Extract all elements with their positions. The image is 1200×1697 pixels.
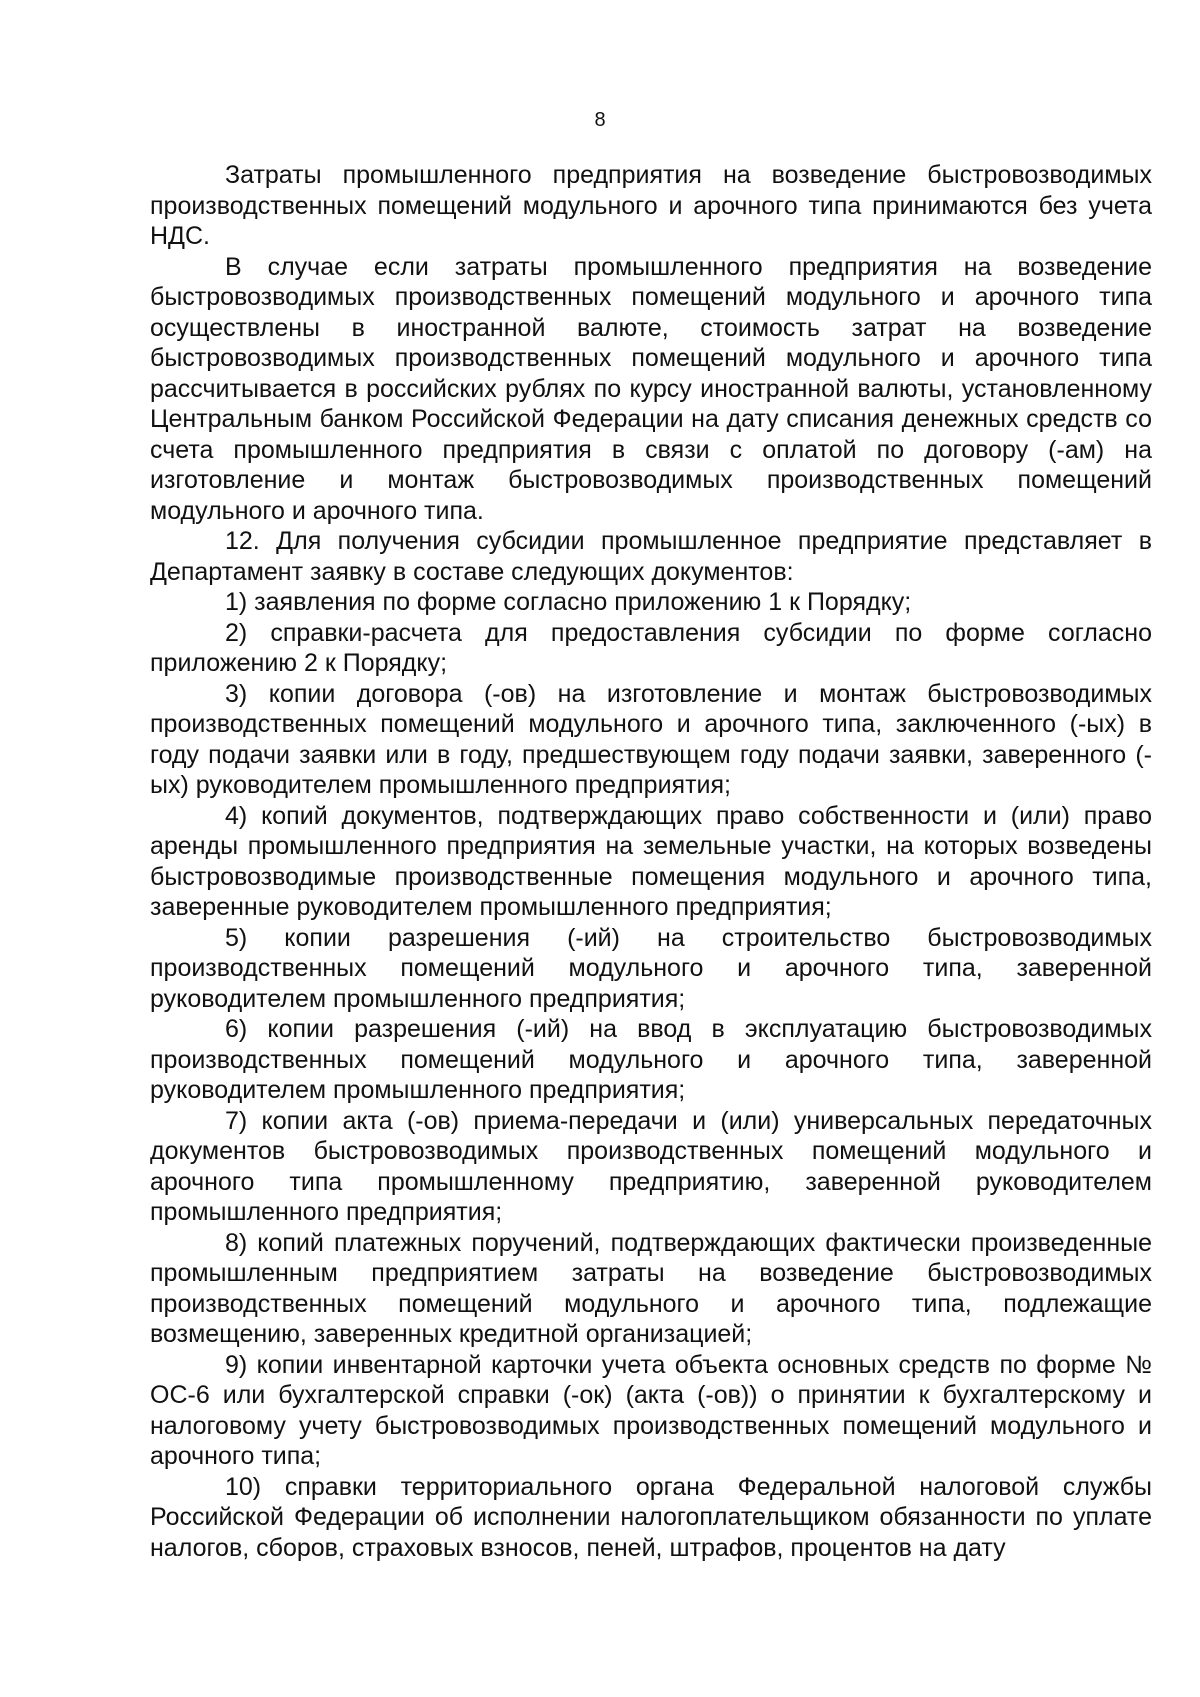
list-item-9: 9) копии инвентарной карточки учета объекта основных средств по форме № ОС-6 или бухгалтерской справки (-ок) (акта (-ов)) о принятии к бухгалтерскому и налоговому учету быстровозводимых производственных помещений модульного и арочного типа; [150, 1350, 1152, 1470]
list-item-7: 7) копии акта (-ов) приема-передачи и (или) универсальных передаточных документов быстровозводимых производственных помещений модульного и арочного типа промышленному предприятию, заверенной руководителем промышленного предприятия; [150, 1106, 1152, 1226]
list-item-1: 1) заявления по форме согласно приложению 1 к Порядку; [225, 588, 912, 616]
paragraph-item-12: 12. Для получения субсидии промышленное предприятие представляет в Департамент заявку в составе следующих документов: [150, 527, 1152, 586]
paragraph-foreign-currency: В случае если затраты промышленного предприятия на возведение быстровозводимых производственных помещений модульного и арочного типа осуществлены в иностранной валюте, стоимость затрат на возведение быстровозводимых производственных помещений модульного и арочного типа рассчитывается в российских рублях по курсу иностранной валюты, установленному Центральным банком Российской Федерации на дату списания денежных средств со счета промышленного предприятия в связи с оплатой по договору (-ам) на изготовление и монтаж быстровозводимых производственных помещений модульного и арочного типа. [150, 252, 1152, 525]
list-item-5: 5) копии разрешения (-ий) на строительство быстровозводимых производственных помещений модульного и арочного типа, заверенной руководителем промышленного предприятия; [150, 923, 1152, 1013]
document-body [150, 160, 1152, 1563]
page-number: 8 [594, 109, 606, 131]
paragraph-vat-exclusion: Затраты промышленного предприятия на возведение быстровозводимых производственных помещений модульного и арочного типа принимаются без учета НДС. [150, 161, 1152, 250]
list-item-8: 8) копий платежных поручений, подтверждающих фактически произведенные промышленным предприятием затраты на возведение быстровозводимых производственных помещений модульного и арочного типа, подлежащие возмещению, заверенных кредитной организацией; [150, 1228, 1152, 1348]
list-item-2: 2) справки-расчета для предоставления субсидии по форме согласно приложению 2 к Порядку; [150, 618, 1152, 677]
list-item-10: 10) справки территориального органа Федеральной налоговой службы Российской Федерации об исполнении налогоплательщиком обязанности по уплате налогов, сборов, страховых взносов, пеней, штрафов, процентов на дату [150, 1472, 1152, 1562]
list-item-6: 6) копии разрешения (-ий) на ввод в эксплуатацию быстровозводимых производственных помещений модульного и арочного типа, заверенной руководителем промышленного предприятия; [150, 1015, 1152, 1104]
list-item-4: 4) копий документов, подтверждающих право собственности и (или) право аренды промышленного предприятия на земельные участки, на которых возведены быстровозводимые производственные помещения модульного и арочного типа, заверенные руководителем промышленного предприятия; [150, 801, 1152, 921]
list-item-3: 3) копии договора (-ов) на изготовление и монтаж быстровозводимых производственных помещений модульного и арочного типа, заключенного (-ых) в году подачи заявки или в году, предшествующем году подачи заявки, заверенного (-ых) руководителем промышленного предприятия; [150, 679, 1152, 799]
